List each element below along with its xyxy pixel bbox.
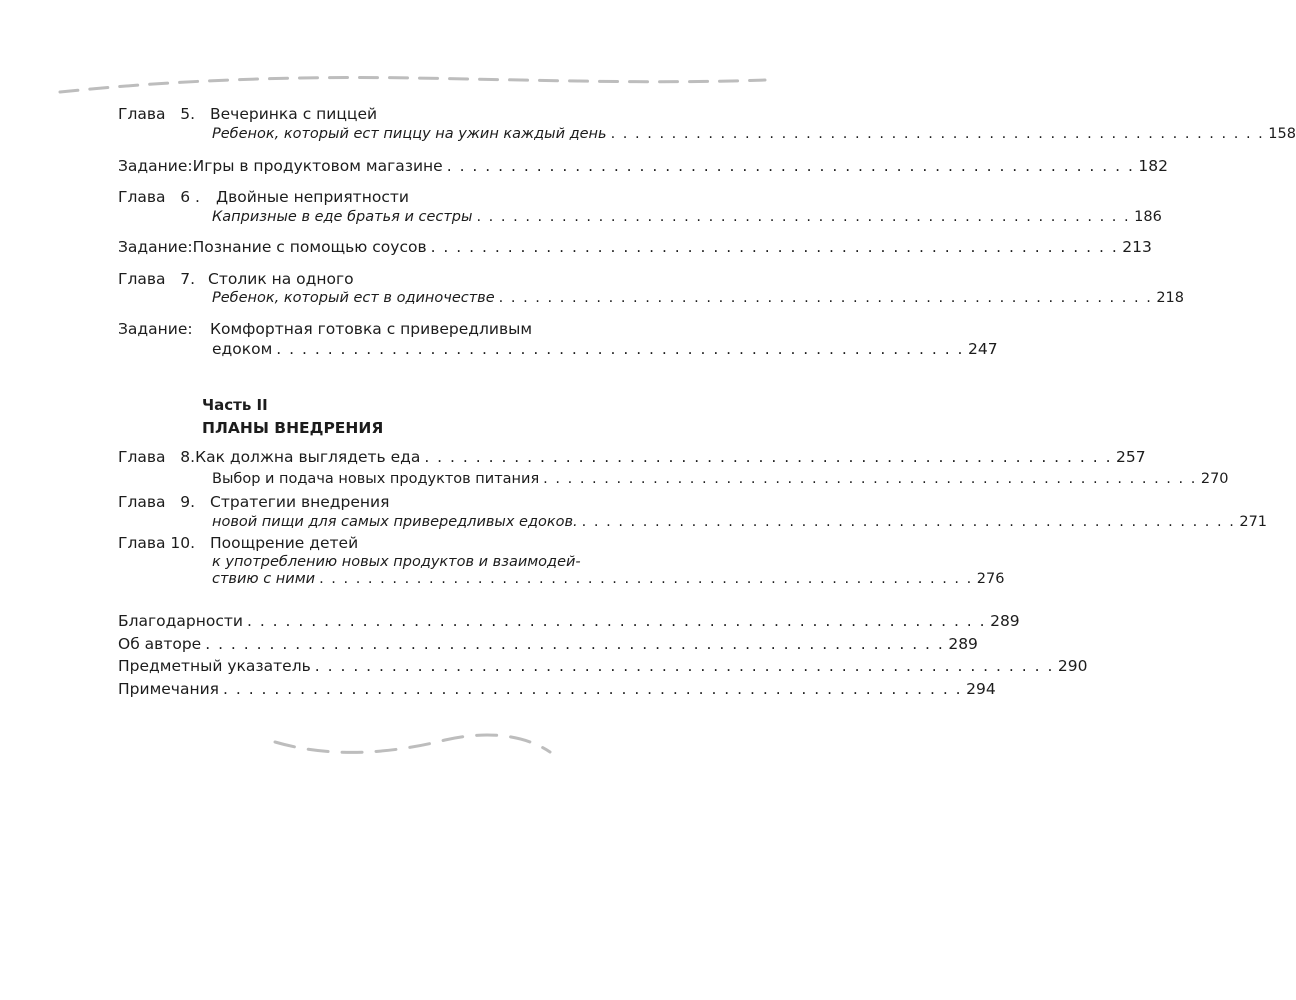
- toc-page-number: 186: [1134, 209, 1162, 225]
- toc-title: Поощрение детей: [210, 534, 359, 552]
- toc-leader-dots: . . . . . . . . . . . . . . . . . . . . . . . . . . . . . . . . . . . . . . . . . . . . . . . . . . . . . .: [430, 238, 1119, 256]
- toc-label: Глава 8.: [118, 448, 196, 466]
- bottom-wave-ornament: [270, 728, 560, 768]
- toc-entry-about-author[interactable]: [118, 634, 978, 654]
- toc-title: Примечания: [118, 680, 219, 698]
- toc-subtitle: к употреблению новых продуктов и взаимодей-: [212, 554, 581, 570]
- toc-title: Об авторе: [118, 635, 202, 653]
- toc-page-number: 213: [1122, 238, 1152, 256]
- toc-entry-chapter-7[interactable]: [118, 269, 710, 289]
- toc-page-number: 257: [1116, 448, 1146, 466]
- toc-section-title: Выбор и подача новых продуктов питания: [212, 471, 540, 487]
- toc-title: Стратегии внедрения: [210, 493, 390, 511]
- part-number: Часть II: [202, 396, 268, 414]
- toc-title: Предметный указатель: [118, 657, 311, 675]
- toc-label: Глава 10.: [118, 534, 196, 552]
- toc-label: Задание:: [118, 157, 193, 175]
- toc-entry-task-2[interactable]: [118, 237, 1152, 257]
- toc-entry-chapter-7-subtitle[interactable]: [212, 288, 1185, 308]
- toc-page-number: 290: [1057, 657, 1088, 675]
- toc-entry-subject-index[interactable]: [118, 656, 1088, 676]
- toc-entry-chapter-5-subtitle[interactable]: [212, 124, 1296, 144]
- toc-label: Глава 5.: [118, 105, 196, 123]
- toc-leader-dots: . . . . . . . . . . . . . . . . . . . . . . . . . . . . . . . . . . . . . . . . . . . . . . . . . . . . . . . . . .: [223, 680, 963, 698]
- toc-leader-dots: . . . . . . . . . . . . . . . . . . . . . . . . . . . . . . . . . . . . . . . . . . . . . . . . . . . . . . . . . .: [246, 612, 987, 630]
- toc-leader-dots: . . . . . . . . . . . . . . . . . . . . . . . . . . . . . . . . . . . . . . . . . . . . . . . . . . . . . .: [498, 290, 1153, 306]
- toc-entry-notes[interactable]: [118, 679, 996, 699]
- toc-entry-acknowledgements[interactable]: [118, 611, 1020, 631]
- toc-leader-dots: . . . . . . . . . . . . . . . . . . . . . . . . . . . . . . . . . . . . . . . . . . . . . . . . . . . . . .: [276, 340, 964, 358]
- toc-page-number: 218: [1156, 290, 1185, 306]
- toc-title: Игры в продуктовом магазине: [192, 157, 443, 175]
- toc-entry-chapter-6-subtitle[interactable]: [212, 207, 1162, 227]
- toc-page-number: 271: [1239, 514, 1268, 530]
- toc-entry-task-3-continuation[interactable]: [212, 339, 998, 359]
- toc-leader-dots: . . . . . . . . . . . . . . . . . . . . . . . . . . . . . . . . . . . . . . . . . . . . . . . . . . . . . .: [543, 471, 1197, 487]
- toc-label: Задание:: [118, 238, 193, 256]
- toc-entry-chapter-9-subtitle[interactable]: [212, 512, 1268, 532]
- toc-label: Глава 9.: [118, 493, 196, 511]
- toc-leader-dots: . . . . . . . . . . . . . . . . . . . . . . . . . . . . . . . . . . . . . . . . . . . . . . . . . . . . . .: [610, 126, 1265, 142]
- toc-subtitle-continuation: ствию с ними: [212, 571, 316, 587]
- toc-subtitle: Ребенок, который ест в одиночестве: [212, 290, 495, 306]
- toc-entry-chapter-5[interactable]: [118, 104, 710, 124]
- toc-entry-task-3[interactable]: [118, 319, 710, 339]
- toc-title: Двойные неприятности: [216, 188, 409, 206]
- toc-entry-chapter-8[interactable]: [118, 447, 1146, 467]
- toc-page-number: 276: [976, 571, 1005, 587]
- toc-leader-dots: . . . . . . . . . . . . . . . . . . . . . . . . . . . . . . . . . . . . . . . . . . . . . . . . . . . . . .: [319, 571, 973, 587]
- toc-subtitle: Ребенок, который ест пиццу на ужин каждый день: [212, 126, 607, 142]
- toc-leader-dots: . . . . . . . . . . . . . . . . . . . . . . . . . . . . . . . . . . . . . . . . . . . . . . . . . . . . . .: [424, 448, 1113, 466]
- toc-label: Глава 7.: [118, 270, 196, 288]
- toc-subtitle: Капризные в еде братья и сестры: [212, 209, 473, 225]
- toc-title: Благодарности: [118, 612, 243, 630]
- toc-leader-dots: . . . . . . . . . . . . . . . . . . . . . . . . . . . . . . . . . . . . . . . . . . . . . . . . . . . . . . . . . .: [205, 635, 945, 653]
- toc-leader-dots: . . . . . . . . . . . . . . . . . . . . . . . . . . . . . . . . . . . . . . . . . . . . . . . . . . . . . .: [581, 514, 1236, 530]
- toc-entry-chapter-6[interactable]: [118, 187, 710, 207]
- toc-leader-dots: . . . . . . . . . . . . . . . . . . . . . . . . . . . . . . . . . . . . . . . . . . . . . . . . . . . . . .: [476, 209, 1131, 225]
- part-title: ПЛАНЫ ВНЕДРЕНИЯ: [202, 419, 384, 437]
- toc-title-continuation: едоком: [212, 340, 273, 358]
- toc-entry-task-1[interactable]: [118, 156, 1169, 176]
- toc-entry-chapter-10-subtitle-continuation[interactable]: [212, 569, 1005, 589]
- toc-title: Познание с помощью соусов: [192, 238, 427, 256]
- toc-entry-chapter-8-section[interactable]: [212, 469, 1229, 489]
- toc-page-number: 289: [948, 635, 978, 653]
- top-wave-ornament: [55, 70, 770, 100]
- toc-page-number: 270: [1200, 471, 1229, 487]
- toc-page-number: 294: [966, 680, 996, 698]
- toc-title: Комфортная готовка с привередливым: [210, 320, 533, 338]
- toc-entry-chapter-9[interactable]: [118, 492, 710, 512]
- toc-page-number: 289: [990, 612, 1020, 630]
- toc-title: Столик на одного: [208, 270, 354, 288]
- toc-label: Глава 6 .: [118, 188, 200, 206]
- toc-leader-dots: . . . . . . . . . . . . . . . . . . . . . . . . . . . . . . . . . . . . . . . . . . . . . . . . . . . . . . . . . .: [314, 657, 1054, 675]
- toc-subtitle: новой пищи для самых привередливых едоков.: [212, 514, 578, 530]
- toc-page-number: 247: [967, 340, 998, 358]
- toc-page-number: 158: [1268, 126, 1296, 142]
- toc-title: Как должна выглядеть еда: [195, 448, 421, 466]
- toc-entry-chapter-10[interactable]: [118, 533, 710, 553]
- toc-leader-dots: . . . . . . . . . . . . . . . . . . . . . . . . . . . . . . . . . . . . . . . . . . . . . . . . . . . . . .: [446, 157, 1135, 175]
- toc-title: Вечеринка с пиццей: [210, 105, 378, 123]
- toc-label: Задание:: [118, 320, 193, 338]
- toc-page-number: 182: [1138, 157, 1169, 175]
